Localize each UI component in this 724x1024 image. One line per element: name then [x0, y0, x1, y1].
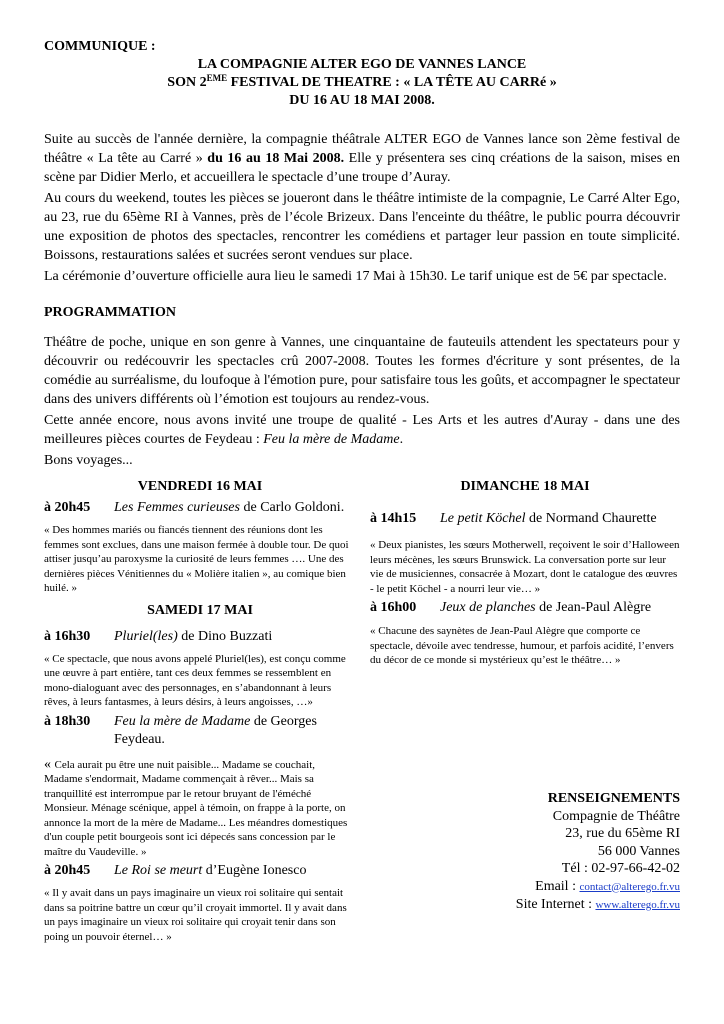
show-slot: [44, 713, 356, 749]
schedule-right-column: [370, 478, 680, 668]
communique-label: COMMUNIQUE :: [44, 39, 156, 54]
show-title: Jeux de planches de Jean-Paul Alègre: [440, 600, 652, 615]
show-time: à 16h00: [370, 600, 417, 615]
show-slot: [370, 599, 680, 617]
show-time: à 18h30: [44, 713, 91, 729]
contact-street: 23, rue du 65ème RI: [565, 826, 680, 841]
show-title: Le Roi se meurt d’Eugène Ionesco: [114, 863, 307, 878]
programme-paragraph-3: Bons voyages...: [44, 453, 133, 468]
contact-phone: Tél : 02-97-66-42-02: [561, 861, 680, 876]
website-link[interactable]: www.alterego.fr.vu: [595, 899, 680, 911]
intro-paragraph-1: Suite au succès de l'année dernière, la compagnie théâtrale ALTER EGO de Vannes lance son 2ème festival de théâtre « La tête au Carré » du 16 au 18 Mai 2008. Elle y présentera ses cinq créations de la saison, mises en scène par Didier Merlo, et accueillera le spectacle d’une troupe d’Auray.: [44, 132, 680, 185]
show-description: « Cela aurait pu être une nuit paisible... Madame se couchait, Madame s'endormait, Madame commençait à rêver... Mais sa tranquillité est interrompue par le retour bruyant de l'éméché Monsieur. Ménage scénique, appel à témoin, on frappe à la porte, on annonce la mort de la mère de Madame... Les méandres domestiques d'un couple petit bourgeois sont ici dépecés sans concession par le maître du Vaudeville. »: [44, 756, 348, 858]
show-slot: [370, 510, 680, 528]
schedule-left-column: [44, 478, 356, 944]
show-time: à 14h15: [370, 511, 417, 526]
contact-block: [516, 790, 680, 915]
show-description: « Des hommes mariés ou fiancés tiennent des réunions dont les femmes sont exclues, dans une maison fermée à double tour. De quoi attiser jusqu’au paroxysme la curiosité de leurs femmes …. Une des dernières pièces Vénitiennes du « Molière italien », au comique bien huilé. »: [44, 524, 349, 594]
contact-company: Compagnie de Théâtre: [552, 808, 680, 824]
day-heading-sunday: DIMANCHE 18 MAI: [460, 479, 590, 494]
show-title: Le petit Köchel de Normand Chaurette: [440, 511, 657, 526]
show-slot: [44, 628, 356, 646]
show-description: « Deux pianistes, les sœurs Motherwell, reçoivent le soir d’Halloween leurs mécènes, les sœurs Brunswick. La conversation porte sur leur vie de musiciennes, consacrée à Mozart, dont le catalogue des œuvres - le petit Köchel - a nourri leur vie… »: [370, 539, 680, 595]
contact-heading: RENSEIGNEMENTS: [547, 791, 680, 806]
email-link[interactable]: contact@alterego.fr.vu: [579, 880, 680, 893]
show-title: Feu la mère de Madame de Georges Feydeau.: [114, 713, 317, 747]
show-slot: [44, 499, 356, 517]
title-line-3: DU 16 AU 18 MAI 2008.: [289, 93, 435, 108]
contact-site-row: Site Internet : www.alterego.fr.vu: [515, 897, 680, 912]
show-time: à 16h30: [44, 628, 91, 644]
show-slot: [44, 862, 356, 880]
programme-paragraph-1: Théâtre de poche, unique en son genre à Vannes, une cinquantaine de fauteuils attendent les spectateurs pour y découvrir ou redécouvrir les spectacles crû 2007-2008. Toutes les formes d'écriture y sont présentes, de la comédie au surréalisme, du loufoque à l'émotion pure, pour satisfaire tous les goûts, et accompagner le spectateur dans des univers différents où l’émotion est toujours au rendez-vous.: [44, 335, 680, 407]
show-description: « Ce spectacle, que nous avons appelé Pluriel(les), est conçu comme une œuvre à part entière, tant ces deux femmes se ressemblent en mono-dialoguant avec des personnages, en s’abandonnant à leurs rêves, à leurs fantasmes, à leurs désirs, à leurs angoisses, …»: [44, 652, 346, 708]
contact-city: 56 000 Vannes: [597, 843, 680, 859]
title-line-1: LA COMPAGNIE ALTER EGO DE VANNES LANCE: [197, 57, 527, 72]
document-page: [44, 38, 680, 943]
intro-paragraph-2: Au cours du weekend, toutes les pièces se joueront dans le théâtre intimiste de la compagnie, Le Carré Alter Ego, au 23, rue du 65ème RI à Vannes, près de l’école Brizeux. Dans l'enceinte du théâtre, le public pourra découvrir une exposition de photos des spectacles, rencontrer les comédiens et partager leur passion en toute simplicité. Boissons, restaurations salées et sucrées seront vendues sur place.: [44, 191, 680, 263]
intro-section: [44, 130, 680, 286]
show-time: à 20h45: [44, 500, 91, 515]
day-heading-saturday: SAMEDI 17 MAI: [147, 602, 253, 618]
programme-section: [44, 333, 680, 470]
show-description: « Chacune des saynètes de Jean-Paul Alègre que comporte ce spectacle, dévoile avec tendresse, humour, et parfois acidité, l’envers du décor de ce monde si mystérieux qu’est le théâtre… »: [370, 625, 674, 666]
show-title: Les Femmes curieuses de Carlo Goldoni.: [114, 500, 345, 515]
contact-email-row: Email : contact@alterego.fr.vu: [535, 878, 680, 894]
programme-paragraph-2: Cette année encore, nous avons invité une troupe de qualité - Les Arts et les autres d'Auray - dans une des meilleures pièces courtes de Feydeau : Feu la mère de Madame.: [44, 413, 680, 447]
show-time: à 20h45: [44, 863, 91, 878]
intro-paragraph-3: La cérémonie d’ouverture officielle aura lieu le samedi 17 Mai à 15h30. Le tarif unique est de 5€ par spectacle.: [44, 269, 667, 284]
show-description: « Il y avait dans un pays imaginaire un vieux roi solitaire qui sentait dans sa poitrine battre un cœur qu’il croyait immortel. Il y avait dans un pays imaginaire un vieux roi solitaire qui croyait tenir dans son poing un pouvoir éternel… »: [44, 887, 347, 943]
show-title: Pluriel(les) de Dino Buzzati: [114, 628, 273, 644]
programme-heading: PROGRAMMATION: [44, 305, 176, 320]
title-line-2: SON 2EME FESTIVAL DE THEATRE : « LA TÊTE AU CARRé »: [167, 73, 557, 90]
day-heading-friday: VENDREDI 16 MAI: [137, 479, 263, 494]
